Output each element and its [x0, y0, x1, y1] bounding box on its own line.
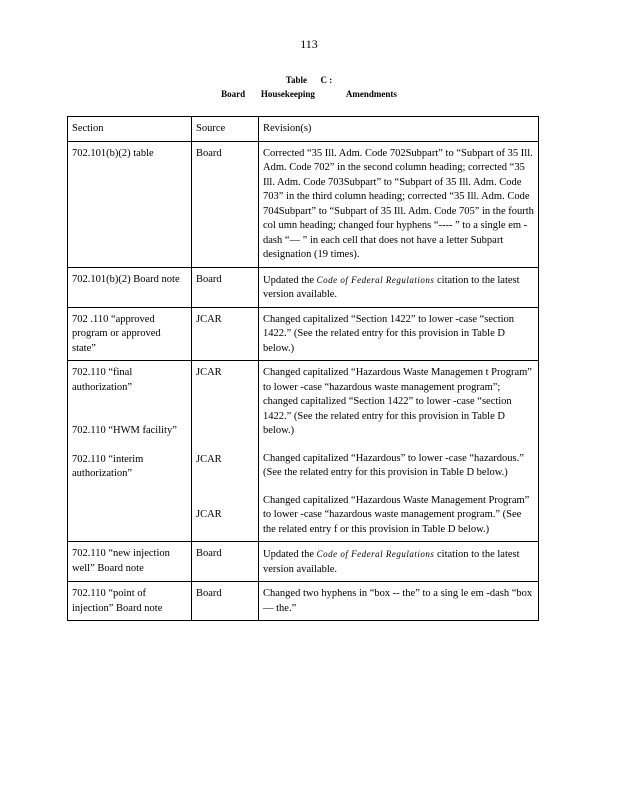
section-cell: 702 .110 “approved program or approved state” [68, 307, 192, 361]
table-header-row [68, 117, 539, 142]
source-cell: Board [192, 542, 259, 582]
header-section: Section [68, 117, 192, 142]
section-cell [68, 361, 192, 542]
table-caption [0, 73, 618, 101]
revision-cell: Changed two hyphens in “box -- the” to a sing le em -dash “box — the.” [259, 582, 539, 621]
cfr-title: Code of Federal Regulations [316, 274, 435, 285]
table-row [68, 307, 539, 361]
revision-cell: Corrected “35 Ill. Adm. Code 702Subpart” to “Subpart of 35 Ill. Adm. Code 702” in the second column heading; corrected “35 Ill. Adm. Code 703Subpart” to “Subpart of 35 Ill. Adm. Code 703” in the third column heading; corrected “35 Ill. Adm. Code 704Subpart” to “Subpart of 35 Ill. Adm. Code 705” in the fourth col umn heading; changed four hyphens “---- ” to a single em -dash “— ” in each cell that does not have a letter Subpart designation (19 times). [259, 141, 539, 267]
caption-line-1: Table C : [285, 75, 333, 85]
source-cell: Board [192, 141, 259, 267]
header-source: Source [192, 117, 259, 142]
page-number: 113 [300, 37, 318, 51]
revision-entry: Changed capitalized “Hazardous Waste Management Program” to lower -case “hazardous waste management program.” (See the related entry f or this provision in Table D below.) [263, 494, 530, 535]
section-cell: 702.110 “new injection well” Board note [68, 542, 192, 582]
table-row [68, 141, 539, 267]
revision-cell [259, 361, 539, 542]
section-cell: 702.110 “point of injection” Board note [68, 582, 192, 621]
source-cell [192, 361, 259, 542]
source-entry: JCAR [196, 509, 222, 520]
revision-text: Updated the [263, 274, 317, 286]
table-row [68, 542, 539, 582]
revision-entry: Changed capitalized “Hazardous Waste Managemen t Program” to lower -case “hazardous waste management program”; changed capitalized “Section 1422” to lower -case “section 1422.” (See the related entry for this provision in Table D below.) [263, 367, 532, 436]
revision-text: Updated the [263, 549, 317, 560]
table-row [68, 582, 539, 621]
source-entry: JCAR [196, 453, 222, 465]
source-entry: JCAR [196, 367, 222, 378]
revision-text: citation to the latest version available. [263, 549, 520, 575]
caption-line-2: Board Housekeeping Amendments [221, 89, 397, 99]
header-revision: Revision(s) [259, 117, 539, 142]
section-cell: 702.101(b)(2) Board note [68, 267, 192, 307]
revision-text: citation to the latest version available. [263, 274, 520, 300]
revision-cell [259, 267, 539, 307]
source-cell: Board [192, 267, 259, 307]
amendments-table [67, 116, 539, 621]
table-row [68, 267, 539, 307]
revision-cell: Changed capitalized “Section 1422” to lower -case “section 1422.” (See the related entry for this provision in Table D below.) [259, 307, 539, 361]
section-entry: 702.110 “HWM facility” [72, 425, 177, 436]
source-cell: JCAR [192, 307, 259, 361]
cfr-title: Code of Federal Regulations [316, 549, 435, 559]
section-entry: 702.110 “interim authorization” [72, 453, 144, 479]
section-cell: 702.101(b)(2) table [68, 141, 192, 267]
source-cell: Board [192, 582, 259, 621]
revision-entry: Changed capitalized “Hazardous” to lower -case “hazardous.” (See the related entry for this provision in Table D below.) [263, 452, 524, 478]
section-entry: 702.110 “final authorization” [72, 367, 133, 393]
table-row [68, 361, 539, 542]
revision-cell [259, 542, 539, 582]
